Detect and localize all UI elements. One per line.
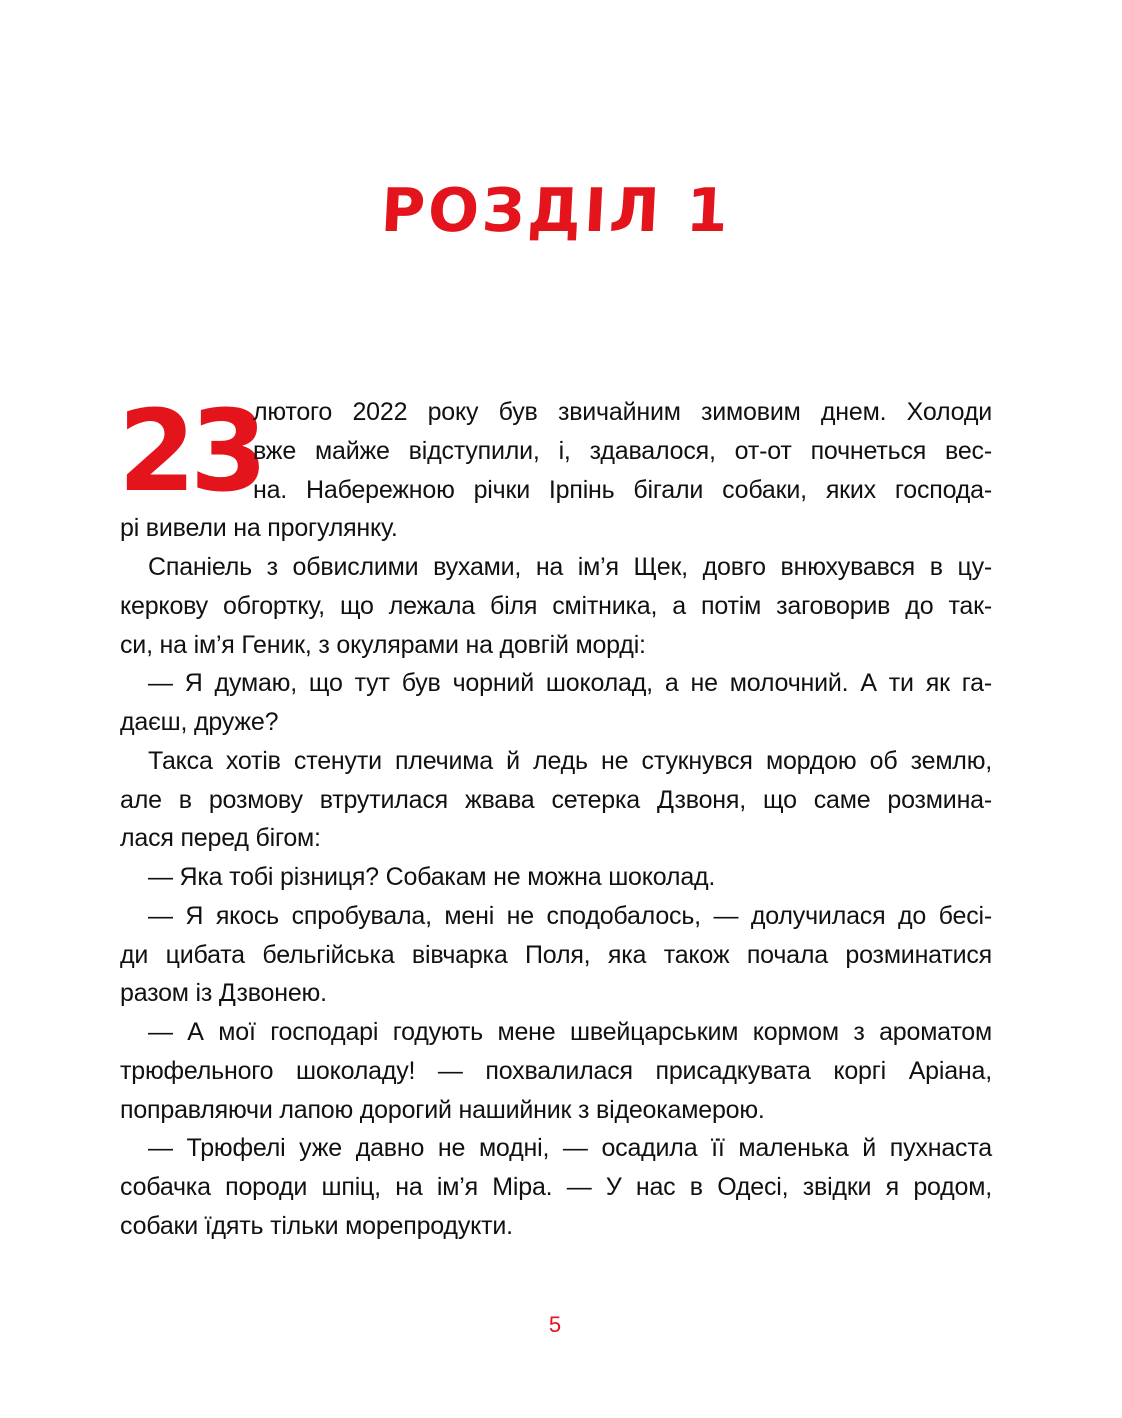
text-line: собачка породи шпіц, на ім’я Міра. — У нас в Одесі, звідки я родом, [120, 1173, 992, 1201]
text-line: — Трюфелі уже давно не модні, — осадила її маленька й пухнаста [148, 1134, 992, 1163]
text-line: на. Набережною річки Ірпінь бігали собаки, яких господа- [253, 475, 992, 504]
text-line: Такса хотів стенути плечима й ледь не стукнувся мордою об землю, [148, 746, 992, 775]
text-line: рі вивели на прогулянку. [120, 514, 398, 543]
text-line: лютого 2022 року був звичайним зимовим днем. Холоди [253, 398, 992, 426]
text-line: — Яка тобі різниця? Собакам не можна шоколад. [148, 863, 716, 891]
text-line: — Я якось спробувала, мені не сподобалось, — долучилася до бесі- [148, 901, 992, 930]
text-line: але в розмову втрутилася жвава сетерка Дзвоня, що саме розмина- [120, 785, 992, 814]
text-line: трюфельного шоколаду! — похвалилася присадкувата коргі Аріана, [120, 1056, 992, 1085]
drop-cap: 23 [118, 387, 262, 517]
text-line: разом із Дзвонею. [120, 979, 327, 1008]
text-line: Спаніель з обвислими вухами, на ім’я Щек, довго внюхувався в цу- [148, 553, 992, 581]
text-line: поправляючи лапою дорогий нашийник з відеокамерою. [120, 1095, 765, 1124]
text-line: лася перед бігом: [120, 824, 321, 853]
page-number: 5 [548, 1312, 562, 1337]
text-line: вже майже відступили, і, здавалося, от-от почнеться вес- [253, 436, 992, 465]
text-line: — А мої господарі годують мене швейцарським кормом з ароматом [148, 1018, 992, 1046]
text-line: си, на ім’я Геник, з окулярами на довгій морді: [120, 630, 646, 659]
text-line: — Я думаю, що тут був чорний шоколад, а не молочний. А ти як га- [148, 669, 992, 698]
text-line: керкову обгортку, що лежала біля смітника, а потім заговорив до так- [120, 591, 992, 620]
text-line: даєш, друже? [120, 708, 279, 736]
body-text [118, 387, 992, 1246]
text-line: ди цибата бельгійська вівчарка Поля, яка також почала розминатися [120, 940, 992, 969]
text-line: собаки їдять тільки морепродукти. [120, 1211, 513, 1240]
chapter-title: РОЗДІЛ 1 [379, 176, 733, 246]
